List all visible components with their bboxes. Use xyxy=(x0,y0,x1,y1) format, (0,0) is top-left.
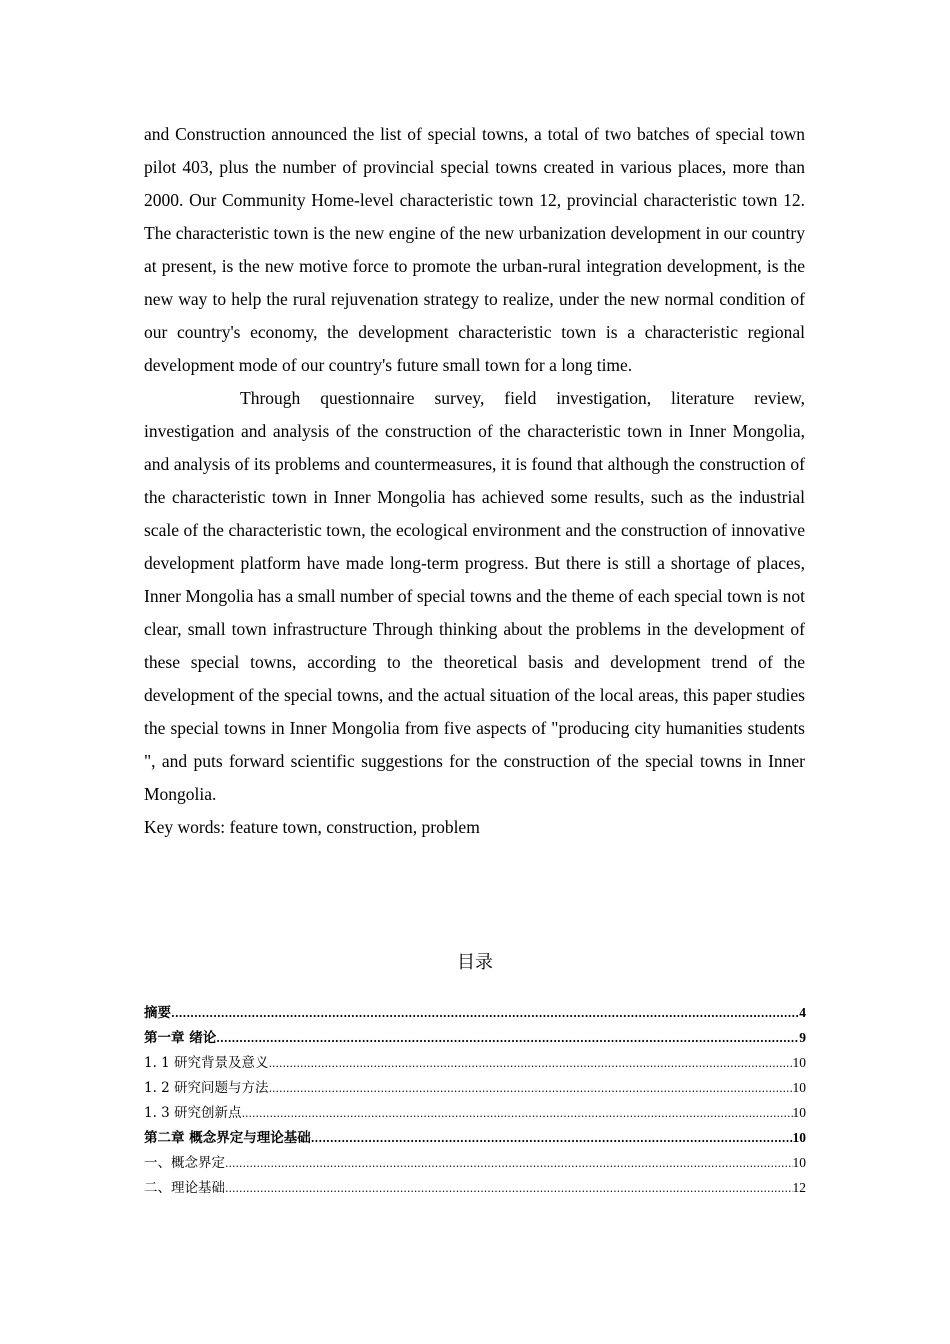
toc-entry[interactable] xyxy=(144,1075,806,1100)
toc-entry[interactable] xyxy=(144,1050,806,1075)
abstract-section xyxy=(144,118,805,844)
toc-entry[interactable] xyxy=(144,1100,806,1125)
toc-title: 目录 xyxy=(457,952,493,973)
toc-entry-page: 12 xyxy=(792,1180,806,1195)
toc-entry[interactable] xyxy=(144,1175,806,1200)
toc-entry-label: 第二章 概念界定与理论基础 xyxy=(144,1130,311,1146)
toc-entry-page: 10 xyxy=(792,1055,806,1070)
toc-leader-dots xyxy=(216,1026,799,1051)
toc-entry-label: 1. 1 研究背景及意义 xyxy=(144,1055,269,1071)
toc-entry-label: 第一章 绪论 xyxy=(144,1030,217,1046)
toc-leader-dots xyxy=(171,1001,799,1026)
toc-entry-label: 一、概念界定 xyxy=(144,1155,225,1171)
keywords-line: Key words: feature town, construction, problem xyxy=(144,817,480,837)
toc-entry-page: 4 xyxy=(799,1005,806,1020)
toc-leader-dots xyxy=(269,1076,793,1101)
toc-entry[interactable] xyxy=(144,1125,806,1150)
abstract-paragraph-1: and Construction announced the list of special towns, a total of two batches of special town pilot 403, plus the number of provincial special towns created in various places, more than 2000. Our Community Home-level characteristic town 12, provincial characteristic town 12. The characteristic town is the new engine of the new urbanization development in our country at present, is the new motive force to promote the urban-rural integration development, is the new way to help the rural rejuvenation strategy to realize, under the new normal condition of our country's economy, the development characteristic town is a characteristic regional development mode of our country's future small town for a long time. xyxy=(144,124,805,375)
toc-leader-dots xyxy=(225,1176,793,1201)
toc-leader-dots xyxy=(242,1101,793,1126)
abstract-paragraph-2: Through questionnaire survey, field investigation, literature review, investigation and analysis of the construction of the characteristic town in Inner Mongolia, and analysis of its problems and countermeasures, it is found that although the construction of the characteristic town in Inner Mongolia has achieved some results, such as the industrial scale of the characteristic town, the ecological environment and the construction of innovative development platform have made long-term progress. But there is still a shortage of places, Inner Mongolia has a small number of special towns and the theme of each special town is not clear, small town infrastructure Through thinking about the problems in the development of these special towns, according to the theoretical basis and development trend of the development of the special towns, and the actual situation of the local areas, this paper studies the special towns in Inner Mongolia from five aspects of "producing city humanities students ", and puts forward scientific suggestions for the construction of the special towns in Inner Mongolia. xyxy=(144,388,805,804)
toc-entry-label: 二、理论基础 xyxy=(144,1180,225,1196)
toc-entry-page: 10 xyxy=(792,1105,806,1120)
toc-entry-page: 10 xyxy=(792,1080,806,1095)
toc-entry-page: 10 xyxy=(792,1130,806,1145)
toc-leader-dots xyxy=(311,1126,793,1151)
table-of-contents xyxy=(144,1000,806,1200)
toc-entry[interactable] xyxy=(144,1000,806,1025)
toc-leader-dots xyxy=(225,1151,793,1176)
toc-entry-label: 摘要 xyxy=(144,1005,171,1021)
toc-entry[interactable] xyxy=(144,1025,806,1050)
toc-entry-page: 10 xyxy=(792,1155,806,1170)
toc-leader-dots xyxy=(269,1051,793,1076)
toc-entry-label: 1. 3 研究创新点 xyxy=(144,1105,242,1121)
toc-entry[interactable] xyxy=(144,1150,806,1175)
toc-entry-label: 1. 2 研究问题与方法 xyxy=(144,1080,269,1096)
toc-entry-page: 9 xyxy=(799,1030,806,1045)
